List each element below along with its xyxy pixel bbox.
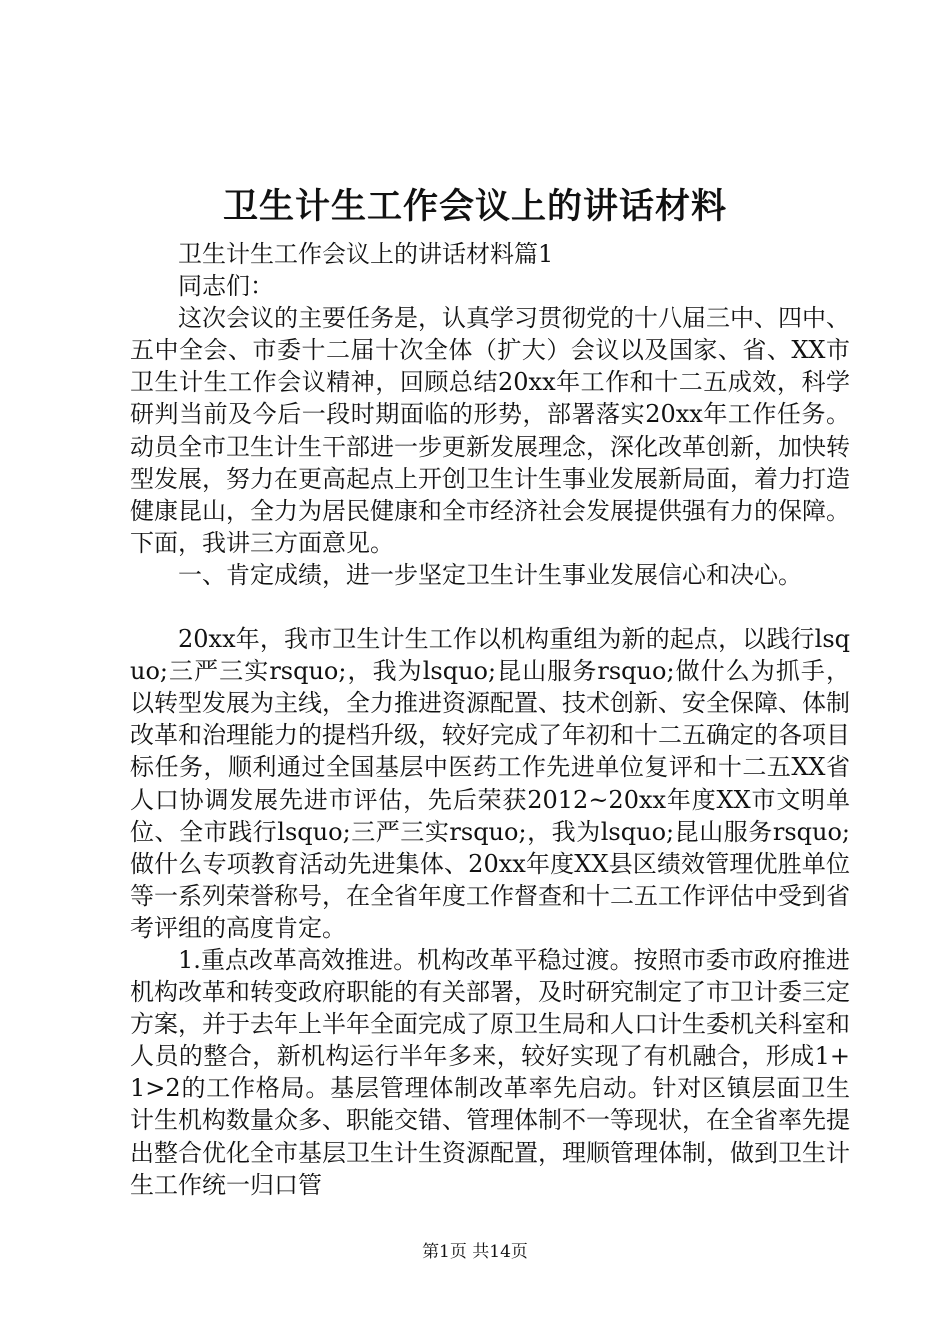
salutation: 同志们： bbox=[178, 272, 274, 301]
page-footer: 第1页 共14页 bbox=[422, 1242, 528, 1262]
paragraph-reform: 1.重点改革高效推进。机构改革平稳过渡。按照市委市政府推进机构改革和转变政府职能的有关部署，及时研究制定了市卫计委三定方案，并于去年上半年全面完成了原卫生局和人口计生委机关科室和人员的整合，新机构运行半年多来，较好实现了有机融合，形成1+1>2的工作格局。基层管理体制改革率先启动。针对区镇层面卫生计生机构数量众多、职能交错、管理体制不一等现状，在全省率先提出整合优化全市基层卫生计生资源配置，理顺管理体制，做到卫生计生工作统一归口管 bbox=[130, 945, 850, 1199]
section-heading-one: 一、肯定成绩，进一步坚定卫生计生事业发展信心和决心。 bbox=[178, 560, 802, 589]
document-title: 卫生计生工作会议上的讲话材料 bbox=[222, 186, 727, 227]
document-body bbox=[130, 238, 850, 1201]
paragraph-intro: 这次会议的主要任务是，认真学习贯彻党的十八届三中、四中、五中全会、市委十二届十次全体（扩大）会议以及国家、省、XX市卫生计生工作会议精神，回顾总结20xx年工作和十二五成效，科学研判当前及今后一段时期面临的形势，部署落实20xx年工作任务。动员全市卫生计生干部进一步更新发展理念，深化改革创新，加快转型发展，努力在更高起点上开创卫生计生事业发展新局面，着力打造健康昆山，全力为居民健康和全市经济社会发展提供强有力的保障。下面，我讲三方面意见。 bbox=[130, 304, 850, 557]
paragraph-achievements: 20xx年，我市卫生计生工作以机构重组为新的起点，以践行lsquo;三严三实rsquo;，我为lsquo;昆山服务rsquo;做什么为抓手，以转型发展为主线，全力推进资源配置、技术创新、安全保障、体制改革和治理能力的提档升级，较好完成了年初和十二五确定的各项目标任务，顺利通过全国基层中医药工作先进单位复评和十二五XX省人口协调发展先进市评估，先后荣获2012~20xx年度XX市文明单位、全市践行lsquo;三严三实rsquo;，我为lsquo;昆山服务rsquo;做什么专项教育活动先进集体、20xx年度XX县区绩效管理优胜单位等一系列荣誉称号，在全省年度工作督查和十二五工作评估中受到省考评组的高度肯定。 bbox=[130, 625, 850, 942]
section-heading: 卫生计生工作会议上的讲话材料篇1 bbox=[178, 240, 554, 268]
